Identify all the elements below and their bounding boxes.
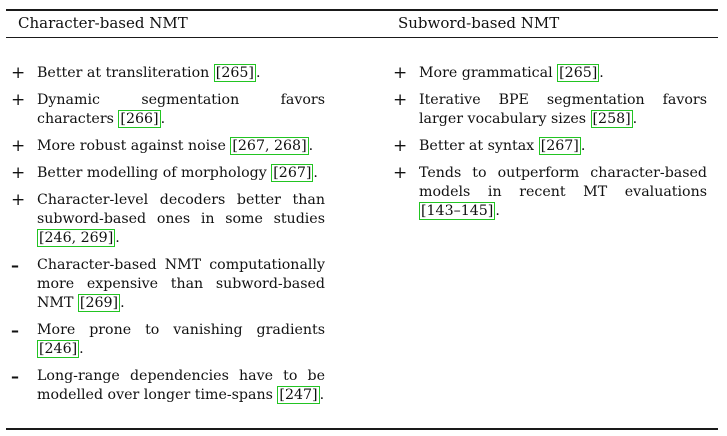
citation-link[interactable]: [269] [79,295,119,311]
citation-link[interactable]: [266] [120,111,159,127]
pro-marker: + [393,163,408,183]
header-rule [6,37,718,38]
pro-marker: + [393,136,408,156]
con-marker: – [11,321,19,340]
list-item [392,137,707,156]
citation-link[interactable]: [267] [273,165,312,181]
list-item [10,64,325,83]
item-text-fragment: More prone to vanishing gradients [37,322,325,338]
citation-link[interactable]: [246, 269] [39,230,114,246]
list-item [10,91,325,129]
item-text-fragment: . [599,65,604,81]
citation-link[interactable]: [265] [215,65,254,81]
item-text-fragment: Better at transliteration [37,65,214,81]
item-text-fragment: . [495,203,500,219]
item-text-fragment: Better modelling of morphology [37,165,272,181]
pro-marker: + [11,190,26,210]
pro-marker: + [393,63,408,83]
citation-link[interactable]: [247] [279,387,318,403]
item-text-fragment: Better at syntax [419,138,539,154]
item-text [419,164,707,221]
item-text-fragment: . [120,295,125,311]
item-text-fragment: Long-range dependencies have to be modelled over longer time-spans [37,368,325,403]
item-text [37,164,325,183]
item-text-fragment: . [255,65,261,81]
item-text [37,91,325,129]
item-text [37,137,325,156]
list-item [10,321,325,359]
character-based-column [10,64,325,413]
citation-link[interactable]: [265] [559,65,598,81]
citation-link[interactable]: [267] [540,138,579,154]
top-rule [6,9,718,11]
list-item [10,256,325,313]
con-marker: – [11,367,19,386]
item-text-fragment: . [632,111,638,127]
item-text-fragment: . [319,387,325,403]
item-text-fragment: More grammatical [419,65,558,81]
item-text [37,191,325,248]
item-text-fragment: . [308,138,314,154]
item-text [37,321,325,359]
item-text-fragment: More robust against noise [37,138,231,154]
citation-link[interactable]: [143–145] [421,203,494,219]
header-subword-based: Subword-based NMT [398,14,560,32]
item-text [37,64,325,83]
pro-marker: + [11,163,26,183]
item-text-fragment: Tends to outperform character-based models in recent MT evaluations [419,165,707,200]
citation-link[interactable]: [246] [39,341,78,357]
item-text-fragment: . [580,138,586,154]
item-text-fragment: Character-level decoders better than subword-based ones in some studies [37,192,325,227]
header-character-based: Character-based NMT [18,14,188,32]
list-item [392,64,707,83]
list-item [10,137,325,156]
subword-based-column [392,64,707,229]
pro-marker: + [11,136,26,156]
pro-marker: + [393,90,408,110]
list-item [10,191,325,248]
item-text [37,367,325,405]
item-text [419,64,707,83]
list-item [392,91,707,129]
con-marker: – [11,256,19,275]
item-text-fragment: Dynamic segmentation favors characters [37,92,325,127]
pro-marker: + [11,63,26,83]
item-text-fragment: . [160,111,166,127]
citation-link[interactable]: [258] [592,111,631,127]
item-text [419,137,707,156]
list-item [10,367,325,405]
item-text-fragment: . [313,165,318,181]
item-text [419,91,707,129]
item-text [37,256,325,313]
pro-marker: + [11,90,26,110]
list-item [392,164,707,221]
list-item [10,164,325,183]
citation-link[interactable]: [267, 268] [232,138,307,154]
item-text-fragment: . [115,230,120,246]
item-text-fragment: . [79,341,84,357]
bottom-rule [6,428,718,430]
item-text-fragment: Character-based NMT computationally more expensive than subword-based NMT [37,257,325,311]
item-text-fragment: Iterative BPE segmentation favors larger vocabulary sizes [419,92,707,127]
